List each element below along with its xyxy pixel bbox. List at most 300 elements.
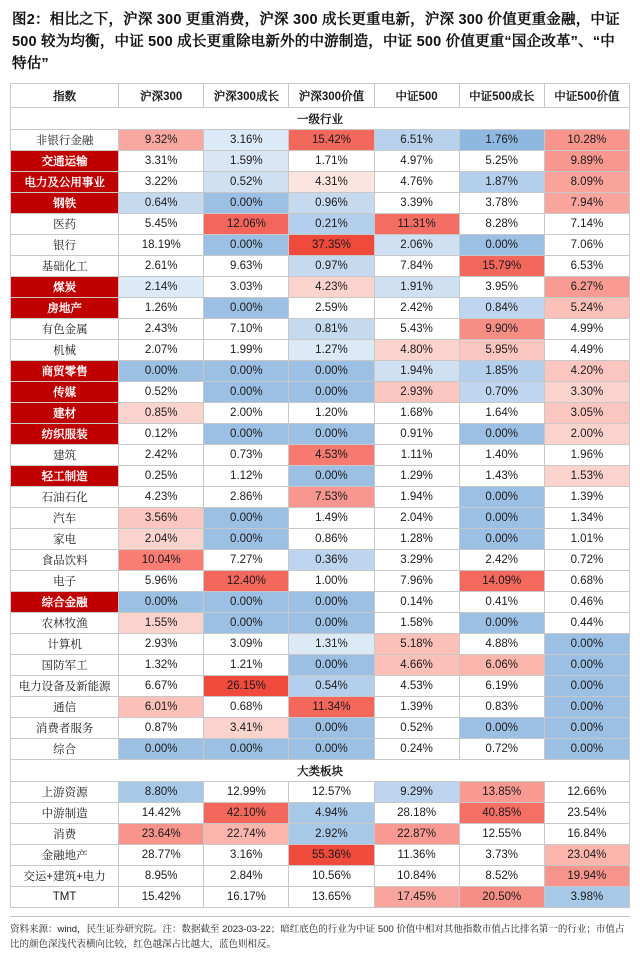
heatmap-cell: 2.84% (204, 866, 289, 887)
heatmap-cell: 0.00% (544, 676, 629, 697)
heatmap-cell: 2.07% (119, 340, 204, 361)
table-row (11, 130, 630, 151)
heatmap-cell: 3.16% (204, 845, 289, 866)
heatmap-cell: 4.23% (119, 487, 204, 508)
heatmap-cell: 1.68% (374, 403, 459, 424)
column-header: 中证500价值 (544, 84, 629, 108)
heatmap-cell: 12.55% (459, 824, 544, 845)
heatmap-cell: 0.14% (374, 592, 459, 613)
heatmap-cell: 0.73% (204, 445, 289, 466)
heatmap-cell: 10.28% (544, 130, 629, 151)
heatmap-cell: 5.24% (544, 298, 629, 319)
heatmap-cell: 2.42% (374, 298, 459, 319)
heatmap-cell: 12.40% (204, 571, 289, 592)
heatmap-cell: 28.18% (374, 803, 459, 824)
heatmap-cell: 1.40% (459, 445, 544, 466)
heatmap-cell: 3.31% (119, 151, 204, 172)
heatmap-cell: 0.00% (544, 697, 629, 718)
heatmap-cell: 2.93% (119, 634, 204, 655)
row-label: 银行 (11, 235, 119, 256)
row-label: 消费 (11, 824, 119, 845)
heatmap-cell: 1.91% (374, 277, 459, 298)
row-label: 房地产 (11, 298, 119, 319)
heatmap-cell: 23.54% (544, 803, 629, 824)
heatmap-cell: 0.97% (289, 256, 374, 277)
heatmap-cell: 0.64% (119, 193, 204, 214)
heatmap-cell: 9.29% (374, 782, 459, 803)
heatmap-cell: 11.34% (289, 697, 374, 718)
table-row (11, 613, 630, 634)
table-row (11, 866, 630, 887)
heatmap-cell: 0.00% (459, 718, 544, 739)
heatmap-cell: 8.09% (544, 172, 629, 193)
heatmap-cell: 26.15% (204, 676, 289, 697)
heatmap-cell: 1.21% (204, 655, 289, 676)
heatmap-cell: 0.21% (289, 214, 374, 235)
heatmap-cell: 1.29% (374, 466, 459, 487)
heatmap-cell: 2.86% (204, 487, 289, 508)
heatmap-cell: 0.00% (289, 592, 374, 613)
heatmap-cell: 6.27% (544, 277, 629, 298)
section-header-row (11, 760, 630, 782)
section-header-row (11, 108, 630, 130)
table-row (11, 887, 630, 908)
heatmap-cell: 2.04% (374, 508, 459, 529)
table-row (11, 571, 630, 592)
heatmap-cell: 4.20% (544, 361, 629, 382)
heatmap-cell: 1.76% (459, 130, 544, 151)
table-row (11, 193, 630, 214)
row-label: 传媒 (11, 382, 119, 403)
heatmap-cell: 5.43% (374, 319, 459, 340)
heatmap-cell: 2.04% (119, 529, 204, 550)
heatmap-cell: 1.12% (204, 466, 289, 487)
heatmap-cell: 1.53% (544, 466, 629, 487)
heatmap-cell: 12.66% (544, 782, 629, 803)
section-label: 一级行业 (11, 108, 630, 130)
heatmap-cell: 4.88% (459, 634, 544, 655)
heatmap-cell: 5.45% (119, 214, 204, 235)
row-label: 机械 (11, 340, 119, 361)
heatmap-cell: 0.52% (374, 718, 459, 739)
heatmap-cell: 0.00% (204, 739, 289, 760)
heatmap-cell: 9.63% (204, 256, 289, 277)
heatmap-cell: 13.85% (459, 782, 544, 803)
table-row (11, 235, 630, 256)
heatmap-cell: 37.35% (289, 235, 374, 256)
heatmap-cell: 2.00% (544, 424, 629, 445)
row-label: 农林牧渔 (11, 613, 119, 634)
heatmap-cell: 0.68% (544, 571, 629, 592)
heatmap-cell: 7.84% (374, 256, 459, 277)
heatmap-cell: 0.00% (289, 382, 374, 403)
heatmap-cell: 0.00% (459, 529, 544, 550)
row-label: 交运+建筑+电力 (11, 866, 119, 887)
index-industry-weight-table (10, 83, 630, 908)
heatmap-cell: 4.80% (374, 340, 459, 361)
heatmap-cell: 4.53% (289, 445, 374, 466)
heatmap-cell: 3.73% (459, 845, 544, 866)
row-label: 通信 (11, 697, 119, 718)
heatmap-cell: 0.70% (459, 382, 544, 403)
row-label: 电力及公用事业 (11, 172, 119, 193)
heatmap-cell: 14.42% (119, 803, 204, 824)
heatmap-cell: 3.98% (544, 887, 629, 908)
row-label: 电子 (11, 571, 119, 592)
heatmap-cell: 7.14% (544, 214, 629, 235)
heatmap-cell: 15.42% (289, 130, 374, 151)
heatmap-cell: 0.72% (544, 550, 629, 571)
heatmap-cell: 20.50% (459, 887, 544, 908)
row-label: 纺织服装 (11, 424, 119, 445)
table-row (11, 634, 630, 655)
table-row (11, 172, 630, 193)
row-label: 基础化工 (11, 256, 119, 277)
heatmap-cell: 1.28% (374, 529, 459, 550)
heatmap-cell: 4.66% (374, 655, 459, 676)
heatmap-cell: 7.96% (374, 571, 459, 592)
heatmap-cell: 8.95% (119, 866, 204, 887)
row-label: TMT (11, 887, 119, 908)
heatmap-cell: 1.49% (289, 508, 374, 529)
table-row (11, 487, 630, 508)
heatmap-cell: 0.00% (544, 739, 629, 760)
heatmap-cell: 1.27% (289, 340, 374, 361)
heatmap-cell: 1.26% (119, 298, 204, 319)
heatmap-cell: 2.61% (119, 256, 204, 277)
heatmap-cell: 4.99% (544, 319, 629, 340)
header-row (11, 84, 630, 108)
heatmap-cell: 2.42% (459, 550, 544, 571)
column-header: 沪深300价值 (289, 84, 374, 108)
heatmap-cell: 3.39% (374, 193, 459, 214)
heatmap-cell: 1.34% (544, 508, 629, 529)
heatmap-cell: 15.42% (119, 887, 204, 908)
heatmap-cell: 0.52% (119, 382, 204, 403)
heatmap-cell: 9.90% (459, 319, 544, 340)
heatmap-cell: 0.00% (544, 634, 629, 655)
heatmap-cell: 0.00% (459, 235, 544, 256)
row-label: 金融地产 (11, 845, 119, 866)
heatmap-cell: 1.43% (459, 466, 544, 487)
source-note: 资料来源：wind，民生证券研究院。注：数据截至 2023-03-22；暗红底色的行业为中证 500 价值中相对其他指数市值占比排名第一的行业；市值占比的颜色深浅代表横向比较，红色越深占比越大，蓝色则相反。 (10, 916, 630, 952)
heatmap-cell: 0.52% (204, 172, 289, 193)
heatmap-cell: 0.72% (459, 739, 544, 760)
table-row (11, 151, 630, 172)
column-header: 指数 (11, 84, 119, 108)
heatmap-cell: 13.65% (289, 887, 374, 908)
heatmap-cell: 3.05% (544, 403, 629, 424)
heatmap-cell: 1.55% (119, 613, 204, 634)
heatmap-cell: 1.64% (459, 403, 544, 424)
heatmap-cell: 0.87% (119, 718, 204, 739)
heatmap-cell: 6.19% (459, 676, 544, 697)
section-label: 大类板块 (11, 760, 630, 782)
row-label: 有色金属 (11, 319, 119, 340)
heatmap-cell: 7.06% (544, 235, 629, 256)
heatmap-cell: 10.56% (289, 866, 374, 887)
heatmap-cell: 0.00% (289, 466, 374, 487)
column-header: 中证500 (374, 84, 459, 108)
heatmap-cell: 1.94% (374, 487, 459, 508)
row-label: 钢铁 (11, 193, 119, 214)
heatmap-cell: 1.99% (204, 340, 289, 361)
heatmap-cell: 0.83% (459, 697, 544, 718)
heatmap-cell: 5.25% (459, 151, 544, 172)
table-row (11, 655, 630, 676)
heatmap-cell: 0.00% (204, 382, 289, 403)
row-label: 医药 (11, 214, 119, 235)
heatmap-cell: 0.00% (459, 487, 544, 508)
table-row (11, 445, 630, 466)
table-row (11, 697, 630, 718)
heatmap-cell: 23.04% (544, 845, 629, 866)
heatmap-cell: 0.00% (289, 655, 374, 676)
heatmap-cell: 0.81% (289, 319, 374, 340)
heatmap-cell: 4.53% (374, 676, 459, 697)
heatmap-cell: 4.31% (289, 172, 374, 193)
heatmap-cell: 17.45% (374, 887, 459, 908)
heatmap-cell: 1.87% (459, 172, 544, 193)
heatmap-cell: 0.00% (204, 424, 289, 445)
heatmap-cell: 0.68% (204, 697, 289, 718)
heatmap-cell: 6.67% (119, 676, 204, 697)
table-row (11, 466, 630, 487)
heatmap-cell: 9.89% (544, 151, 629, 172)
column-header: 沪深300成长 (204, 84, 289, 108)
heatmap-cell: 11.31% (374, 214, 459, 235)
heatmap-cell: 0.36% (289, 550, 374, 571)
table-row (11, 824, 630, 845)
heatmap-cell: 0.00% (289, 361, 374, 382)
heatmap-cell: 3.03% (204, 277, 289, 298)
figure-title: 图2：相比之下，沪深 300 更重消费，沪深 300 成长更重电新，沪深 300 价值更重金融，中证 500 较为均衡，中证 500 成长更重除电新外的中游制造，中证 500 价值更重“国企改革”、“中特估” (12, 12, 620, 72)
row-label: 电力设备及新能源 (11, 676, 119, 697)
heatmap-cell: 0.24% (374, 739, 459, 760)
heatmap-cell: 0.91% (374, 424, 459, 445)
heatmap-cell: 1.85% (459, 361, 544, 382)
heatmap-cell: 0.00% (289, 718, 374, 739)
heatmap-cell: 10.84% (374, 866, 459, 887)
heatmap-cell: 0.00% (544, 718, 629, 739)
heatmap-cell: 4.23% (289, 277, 374, 298)
row-label: 轻工制造 (11, 466, 119, 487)
heatmap-cell: 0.85% (119, 403, 204, 424)
heatmap-cell: 2.00% (204, 403, 289, 424)
row-label: 交通运输 (11, 151, 119, 172)
heatmap-cell: 42.10% (204, 803, 289, 824)
heatmap-cell: 8.80% (119, 782, 204, 803)
heatmap-cell: 0.00% (289, 424, 374, 445)
heatmap-cell: 4.94% (289, 803, 374, 824)
heatmap-cell: 6.06% (459, 655, 544, 676)
heatmap-cell: 0.00% (204, 592, 289, 613)
table-row (11, 298, 630, 319)
row-label: 石油石化 (11, 487, 119, 508)
row-label: 国防军工 (11, 655, 119, 676)
heatmap-cell: 12.57% (289, 782, 374, 803)
heatmap-cell: 1.59% (204, 151, 289, 172)
heatmap-cell: 1.31% (289, 634, 374, 655)
heatmap-cell: 3.29% (374, 550, 459, 571)
heatmap-cell: 3.22% (119, 172, 204, 193)
heatmap-cell: 1.32% (119, 655, 204, 676)
heatmap-cell: 1.71% (289, 151, 374, 172)
table-row (11, 424, 630, 445)
table-row (11, 718, 630, 739)
row-label: 家电 (11, 529, 119, 550)
heatmap-cell: 1.20% (289, 403, 374, 424)
row-label: 综合 (11, 739, 119, 760)
heatmap-cell: 3.30% (544, 382, 629, 403)
heatmap-cell: 9.32% (119, 130, 204, 151)
heatmap-cell: 7.53% (289, 487, 374, 508)
heatmap-cell: 0.46% (544, 592, 629, 613)
table-row (11, 214, 630, 235)
heatmap-cell: 28.77% (119, 845, 204, 866)
heatmap-cell: 1.58% (374, 613, 459, 634)
heatmap-cell: 3.09% (204, 634, 289, 655)
heatmap-cell: 5.18% (374, 634, 459, 655)
table-row (11, 277, 630, 298)
table-row (11, 508, 630, 529)
heatmap-cell: 22.87% (374, 824, 459, 845)
heatmap-cell: 6.53% (544, 256, 629, 277)
heatmap-cell: 0.00% (459, 613, 544, 634)
row-label: 煤炭 (11, 277, 119, 298)
row-label: 非银行金融 (11, 130, 119, 151)
heatmap-cell: 1.11% (374, 445, 459, 466)
table-row (11, 340, 630, 361)
table-header (11, 84, 630, 108)
heatmap-cell: 2.59% (289, 298, 374, 319)
heatmap-cell: 5.96% (119, 571, 204, 592)
heatmap-cell: 7.27% (204, 550, 289, 571)
heatmap-cell: 10.04% (119, 550, 204, 571)
heatmap-cell: 0.00% (204, 361, 289, 382)
heatmap-cell: 55.36% (289, 845, 374, 866)
heatmap-cell: 1.00% (289, 571, 374, 592)
column-header: 中证500成长 (459, 84, 544, 108)
heatmap-cell: 7.94% (544, 193, 629, 214)
heatmap-cell: 16.17% (204, 887, 289, 908)
heatmap-cell: 1.39% (374, 697, 459, 718)
heatmap-cell: 0.00% (204, 235, 289, 256)
heatmap-cell: 0.84% (459, 298, 544, 319)
table-row (11, 319, 630, 340)
heatmap-cell: 2.92% (289, 824, 374, 845)
heatmap-cell: 0.00% (119, 739, 204, 760)
heatmap-cell: 4.76% (374, 172, 459, 193)
heatmap-cell: 16.84% (544, 824, 629, 845)
table-row (11, 403, 630, 424)
row-label: 上游资源 (11, 782, 119, 803)
table-row (11, 361, 630, 382)
heatmap-cell: 8.52% (459, 866, 544, 887)
heatmap-cell: 7.10% (204, 319, 289, 340)
heatmap-cell: 22.74% (204, 824, 289, 845)
heatmap-cell: 0.00% (204, 298, 289, 319)
heatmap-cell: 0.00% (204, 193, 289, 214)
heatmap-cell: 12.99% (204, 782, 289, 803)
heatmap-cell: 3.78% (459, 193, 544, 214)
row-label: 建材 (11, 403, 119, 424)
heatmap-cell: 6.01% (119, 697, 204, 718)
heatmap-cell: 4.49% (544, 340, 629, 361)
table-row (11, 529, 630, 550)
heatmap-cell: 3.56% (119, 508, 204, 529)
table-row (11, 782, 630, 803)
heatmap-cell: 15.79% (459, 256, 544, 277)
heatmap-cell: 1.39% (544, 487, 629, 508)
heatmap-cell: 14.09% (459, 571, 544, 592)
heatmap-cell: 3.95% (459, 277, 544, 298)
heatmap-cell: 19.94% (544, 866, 629, 887)
heatmap-cell: 0.00% (204, 508, 289, 529)
table-row (11, 550, 630, 571)
row-label: 汽车 (11, 508, 119, 529)
table-row (11, 803, 630, 824)
table-row (11, 256, 630, 277)
row-label: 商贸零售 (11, 361, 119, 382)
heatmap-cell: 40.85% (459, 803, 544, 824)
row-label: 计算机 (11, 634, 119, 655)
table-body (11, 108, 630, 908)
row-label: 建筑 (11, 445, 119, 466)
heatmap-cell: 23.64% (119, 824, 204, 845)
heatmap-cell: 3.16% (204, 130, 289, 151)
row-label: 消费者服务 (11, 718, 119, 739)
heatmap-cell: 11.36% (374, 845, 459, 866)
heatmap-cell: 3.41% (204, 718, 289, 739)
heatmap-cell: 12.06% (204, 214, 289, 235)
heatmap-cell: 1.01% (544, 529, 629, 550)
heatmap-cell: 18.19% (119, 235, 204, 256)
heatmap-cell: 0.41% (459, 592, 544, 613)
table-row (11, 382, 630, 403)
heatmap-cell: 0.44% (544, 613, 629, 634)
heatmap-cell: 0.00% (459, 424, 544, 445)
table-row (11, 592, 630, 613)
row-label: 综合金融 (11, 592, 119, 613)
heatmap-cell: 2.42% (119, 445, 204, 466)
heatmap-cell: 0.25% (119, 466, 204, 487)
heatmap-cell: 0.54% (289, 676, 374, 697)
heatmap-cell: 2.43% (119, 319, 204, 340)
heatmap-cell: 2.06% (374, 235, 459, 256)
heatmap-cell: 2.14% (119, 277, 204, 298)
heatmap-cell: 0.96% (289, 193, 374, 214)
heatmap-cell: 8.28% (459, 214, 544, 235)
heatmap-cell: 0.00% (204, 613, 289, 634)
table-row (11, 739, 630, 760)
heatmap-cell: 2.93% (374, 382, 459, 403)
heatmap-cell: 0.86% (289, 529, 374, 550)
heatmap-cell: 4.97% (374, 151, 459, 172)
row-label: 中游制造 (11, 803, 119, 824)
heatmap-cell: 0.00% (119, 361, 204, 382)
table-row (11, 845, 630, 866)
heatmap-cell: 6.51% (374, 130, 459, 151)
heatmap-cell: 0.12% (119, 424, 204, 445)
column-header: 沪深300 (119, 84, 204, 108)
heatmap-cell: 0.00% (544, 655, 629, 676)
row-label: 食品饮料 (11, 550, 119, 571)
heatmap-cell: 0.00% (289, 613, 374, 634)
heatmap-cell: 1.96% (544, 445, 629, 466)
table-row (11, 676, 630, 697)
heatmap-cell: 0.00% (459, 508, 544, 529)
